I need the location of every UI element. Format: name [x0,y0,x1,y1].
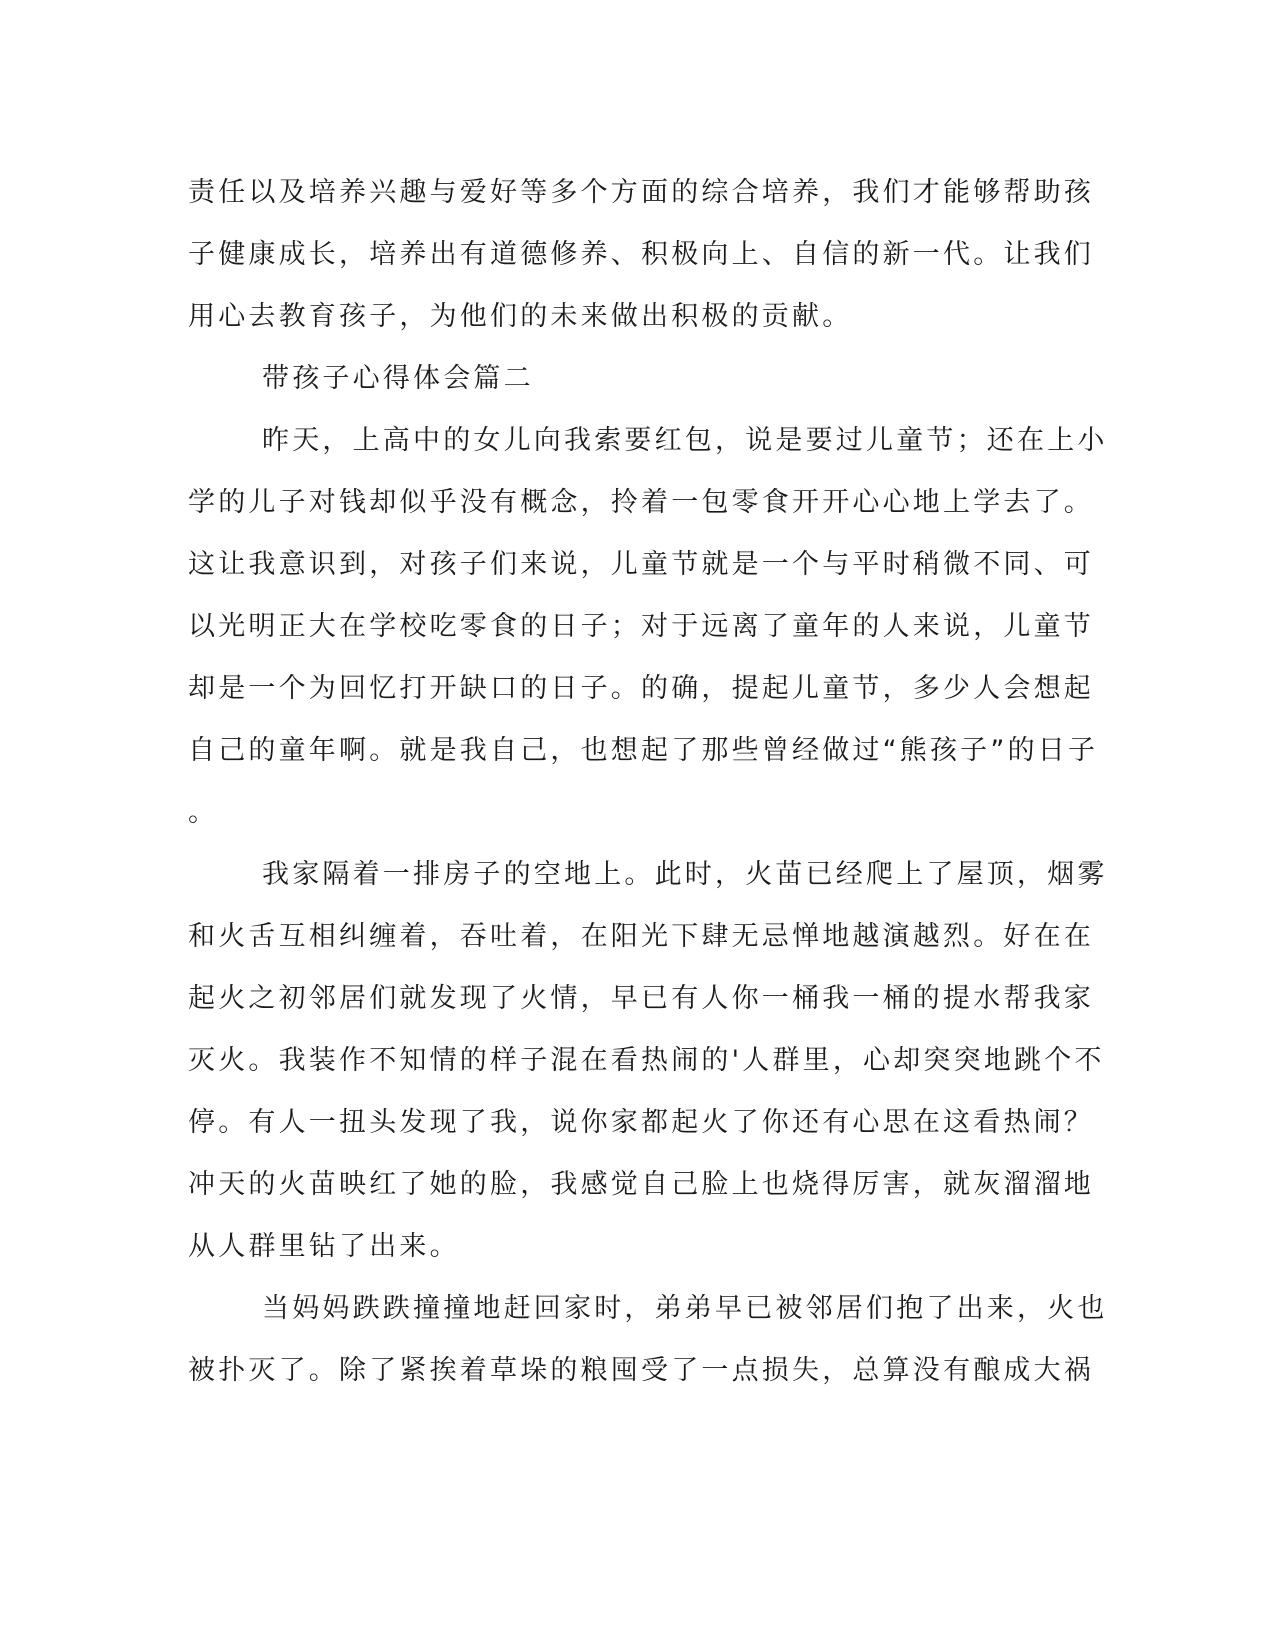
text-line: 冲天的火苗映红了她的脸，我感觉自己脸上也烧得厉害，就灰溜溜地 [188,1169,1094,1200]
text-line: 被扑灭了。除了紧挨着草垛的粮囤受了一点损失，总算没有酿成大祸 [188,1355,1094,1386]
text-line: 从人群里钻了出来。 [188,1231,460,1262]
text-line: 子健康成长，培养出有道德修养、积极向上、自信的新一代。让我们 [188,239,1094,270]
text-line: 当妈妈跌跌撞撞地赶回家时，弟弟早已被邻居们抱了出来，火也 [262,1293,1108,1324]
text-line: 。 [188,797,219,828]
document-body [188,162,1108,1402]
text-line: 这让我意识到，对孩子们来说，儿童节就是一个与平时稍微不同、可 [188,549,1094,580]
text-line: 用心去教育孩子，为他们的未来做出积极的贡献。 [188,301,853,332]
text-line: 和火舌互相纠缠着，吞吐着，在阳光下肆无忌惮地越演越烈。好在在 [188,921,1094,952]
text-line: 带孩子心得体会篇二 [262,363,534,394]
text-line: 自己的童年啊。就是我自己，也想起了那些曾经做过“熊孩子”的日子 [188,735,1099,766]
text-line: 却是一个为回忆打开缺口的日子。的确，提起儿童节，多少人会想起 [188,673,1094,704]
text-line: 责任以及培养兴趣与爱好等多个方面的综合培养，我们才能够帮助孩 [188,177,1094,208]
text-line: 以光明正大在学校吃零食的日子；对于远离了童年的人来说，儿童节 [188,611,1094,642]
text-line: 我家隔着一排房子的空地上。此时，火苗已经爬上了屋顶，烟雾 [262,859,1108,890]
text-line: 停。有人一扭头发现了我，说你家都起火了你还有心思在这看热闹？ [188,1107,1094,1138]
text-line: 学的儿子对钱却似乎没有概念，拎着一包零食开开心心地上学去了。 [188,487,1094,518]
text-line: 灭火。我装作不知情的样子混在看热闹的'人群里，心却突突地跳个不 [188,1045,1105,1076]
text-line: 昨天，上高中的女儿向我索要红包，说是要过儿童节；还在上小 [262,425,1108,456]
text-line: 起火之初邻居们就发现了火情，早已有人你一桶我一桶的提水帮我家 [188,983,1094,1014]
